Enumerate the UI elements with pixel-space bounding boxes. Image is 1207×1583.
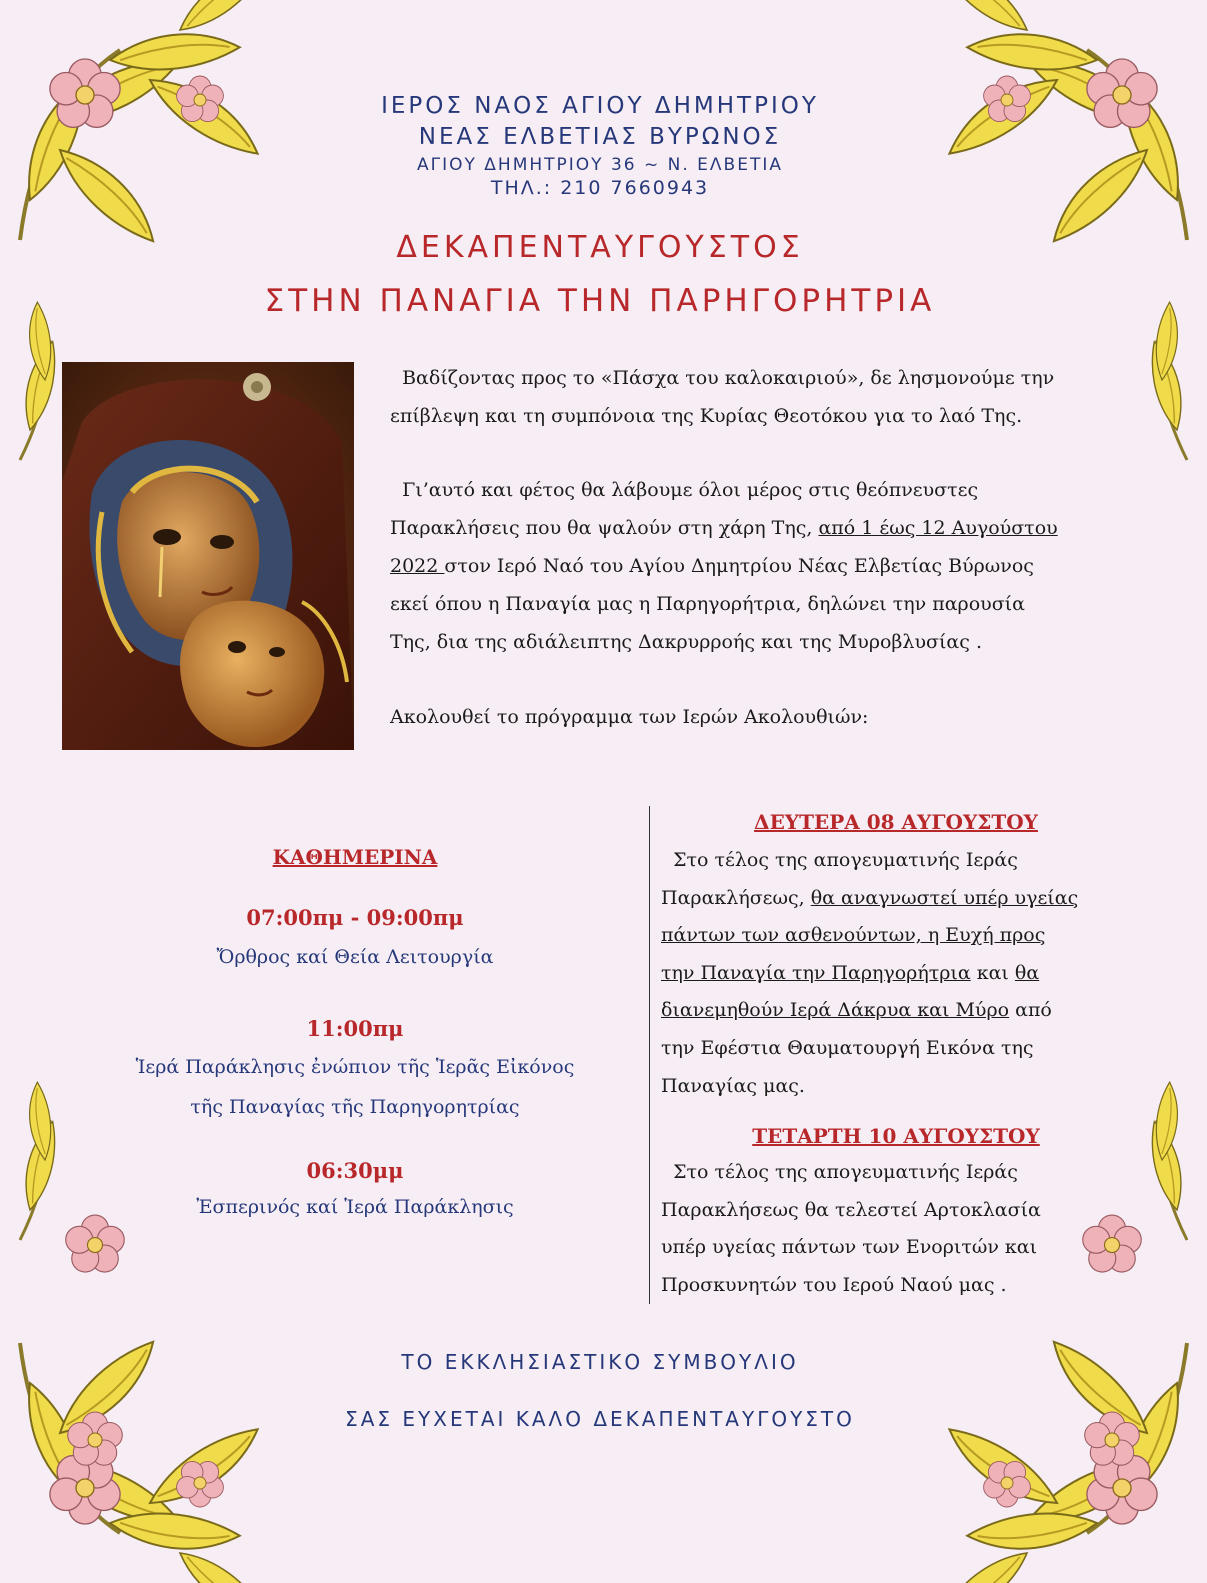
wednesday-heading: ΤΕΤΑΡΤΗ 10 ΑΥΓΟΥΣΤΟΥ <box>752 1124 1040 1148</box>
church-name: ΙΕΡΟΣ ΝΑΟΣ ΑΓΙΟΥ ΔΗΜΗΤΡΙΟΥ <box>381 93 819 119</box>
virgin-mary-icon-image <box>62 362 354 750</box>
monday-heading: ΔΕΥΤΕΡΑ 08 ΑΥΓΟΥΣΤΟΥ <box>754 810 1038 834</box>
time-slot-3: 06:30μμ <box>306 1158 404 1183</box>
footer-council: ΤΟ ΕΚΚΛΗΣΙΑΣΤΙΚΟ ΣΥΜΒΟΥΛΙΟ <box>401 1350 799 1374</box>
service-1: Ὄρθρος καί Θεία Λειτουργία <box>216 946 494 968</box>
page-title: ΔΕΚΑΠΕΝΤΑΥΓΟΥΣΤΟΣ <box>396 230 804 265</box>
intro-paragraph-2: Γι’αυτό και φέτος θα λάβουμε όλοι μέρος στις θεόπνευστες Παρακλήσεις που θα ψαλούν στη χάρη Της, από 1 έως 12 Αυγούστου 2022 στον Ιερό Ναό του Αγίου Δημητρίου Νέας Ελβετίας Βύρωνος εκεί όπου η Παναγία μας η Παρηγορήτρια, δηλώνει την παρουσία Της, δια της αδιάλειπτης Δακρυρροής και της Μυροβλυσίας . <box>390 479 1058 653</box>
daily-heading: ΚΑΘΗΜΕΡΙΝΑ <box>272 845 438 869</box>
column-divider <box>649 806 650 1304</box>
church-address: ΑΓΙΟΥ ΔΗΜΗΤΡΙΟΥ 36 ~ Ν. ΕΛΒΕΤΙΑ <box>417 155 783 175</box>
wednesday-text: Στο τέλος της απογευματινής Ιεράς Παρακλήσεως θα τελεστεί Αρτοκλασία υπέρ υγείας πάντων των Ενοριτών και Προσκυνητών του Ιερού Ναού μας . <box>661 1161 1041 1296</box>
monday-text: Στο τέλος της απογευματινής Ιεράς Παρακλήσεως, θα αναγνωστεί υπέρ υγείας πάντων των ασθενούντων, η Ευχή προς την Παναγία την Παρηγορήτρια και θα διανεμηθούν Ιερά Δάκρυα και Μύρο από την Εφέστια Θαυματουργή Εικόνα της Παναγίας μας. <box>661 849 1079 1097</box>
intro-paragraph-3: Ακολουθεί το πρόγραμμα των Ιερών Ακολουθιών: <box>390 706 869 728</box>
star-ornament-icon <box>243 373 271 401</box>
dates-highlight: από 1 έως 12 Αυγούστου <box>818 517 1058 539</box>
service-3: Ἐσπερινός καί Ἱερά Παράκλησις <box>196 1196 514 1218</box>
footer-wishes: ΣΑΣ ΕΥΧΕΤΑΙ ΚΑΛΟ ΔΕΚΑΠΕΝΤΑΥΓΟΥΣΤΟ <box>345 1407 855 1431</box>
intro-paragraph-1: Βαδίζοντας προς το «Πάσχα του καλοκαιριού», δε λησμονούμε την επίβλεψη και τη συμπόνοια της Κυρίας Θεοτόκου για το λαό Της. <box>390 367 1055 427</box>
icon-illustration <box>62 362 354 750</box>
church-phone: ΤΗΛ.: 210 7660943 <box>490 177 710 199</box>
church-location: ΝΕΑΣ ΕΛΒΕΤΙΑΣ ΒΥΡΩΝΟΣ <box>418 124 782 150</box>
time-slot-1: 07:00πμ - 09:00πμ <box>246 905 464 930</box>
service-2: Ἱερά Παράκλησις ἐνώπιον τῆς Ἱερᾶς Εἰκόνος τῆς Παναγίας τῆς Παρηγορητρίας <box>135 1056 575 1118</box>
time-slot-2: 11:00πμ <box>306 1016 404 1041</box>
page-subtitle: ΣΤΗΝ ΠΑΝΑΓΙΑ ΤΗΝ ΠΑΡΗΓΟΡΗΤΡΙΑ <box>264 283 936 319</box>
